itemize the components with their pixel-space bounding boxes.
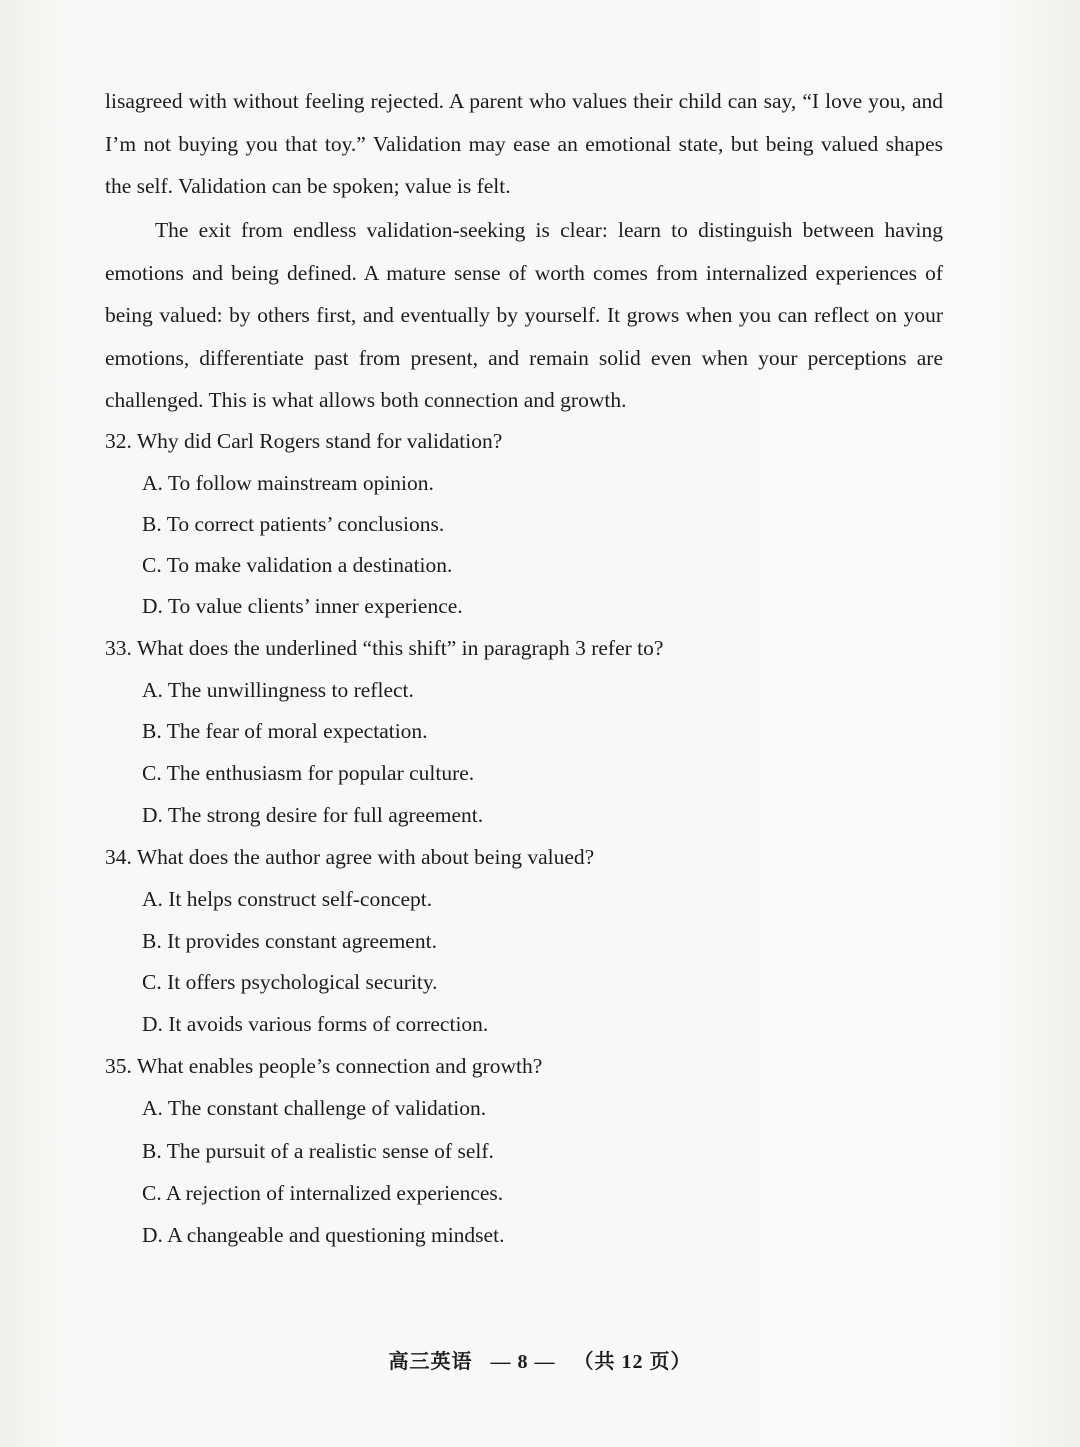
question-32-option-d: D. To value clients’ inner experience. — [142, 594, 463, 618]
question-32-option-c: C. To make validation a destination. — [142, 553, 453, 577]
question-33-option-c: C. The enthusiasm for popular culture. — [142, 761, 475, 785]
footer-subject: 高三英语 — [388, 1351, 473, 1373]
passage-paragraph: lisagreed with without feeling rejected. A parent who values their child can say, “I love you, and I’m not buying you that toy.” Validation may ease an emotional state, but being valued shapes the self. Validation can be spoken; value is felt. — [105, 89, 943, 198]
question-32-option-b: B. To correct patients’ conclusions. — [142, 512, 445, 536]
footer-total-pages: （共 12 页） — [573, 1351, 692, 1373]
page-footer — [0, 1345, 1080, 1374]
question-33-option-d: D. The strong desire for full agreement. — [142, 803, 484, 827]
question-stem-34: 34. What does the author agree with about being valued? — [105, 845, 595, 869]
question-35-option-a: A. The constant challenge of validation. — [142, 1096, 487, 1120]
question-35-option-b: B. The pursuit of a realistic sense of self. — [142, 1139, 494, 1163]
question-33-option-a: A. The unwillingness to reflect. — [142, 678, 414, 702]
question-stem-35: 35. What enables people’s connection and growth? — [105, 1054, 543, 1078]
footer-page-number: — 8 — — [490, 1351, 556, 1373]
question-stem-32: 32. Why did Carl Rogers stand for validation? — [105, 429, 503, 453]
question-35-option-d: D. A changeable and questioning mindset. — [142, 1223, 505, 1247]
passage-paragraph-final-text: The exit from endless validation-seeking is clear: learn to distinguish between having emotions and being defined. A mature sense of worth comes from internalized experiences of being valued: by others first, and eventually by yourself. It grows when you can reflect on your emotions, differentiate past from present, and remain solid even when your perceptions are challenged. This is what allows both connection and growth. — [105, 218, 943, 412]
question-34-option-a: A. It helps construct self-concept. — [142, 887, 433, 911]
passage-paragraph-final — [105, 209, 943, 422]
question-33-option-b: B. The fear of moral expectation. — [142, 719, 428, 743]
question-34-option-c: C. It offers psychological security. — [142, 970, 438, 994]
question-32-option-a: A. To follow mainstream opinion. — [142, 471, 434, 495]
question-35-option-c: C. A rejection of internalized experiences. — [142, 1181, 504, 1205]
question-stem-33: 33. What does the underlined “this shift” in paragraph 3 refer to? — [105, 636, 664, 660]
question-34-option-b: B. It provides constant agreement. — [142, 929, 437, 953]
question-34-option-d: D. It avoids various forms of correction. — [142, 1012, 489, 1036]
